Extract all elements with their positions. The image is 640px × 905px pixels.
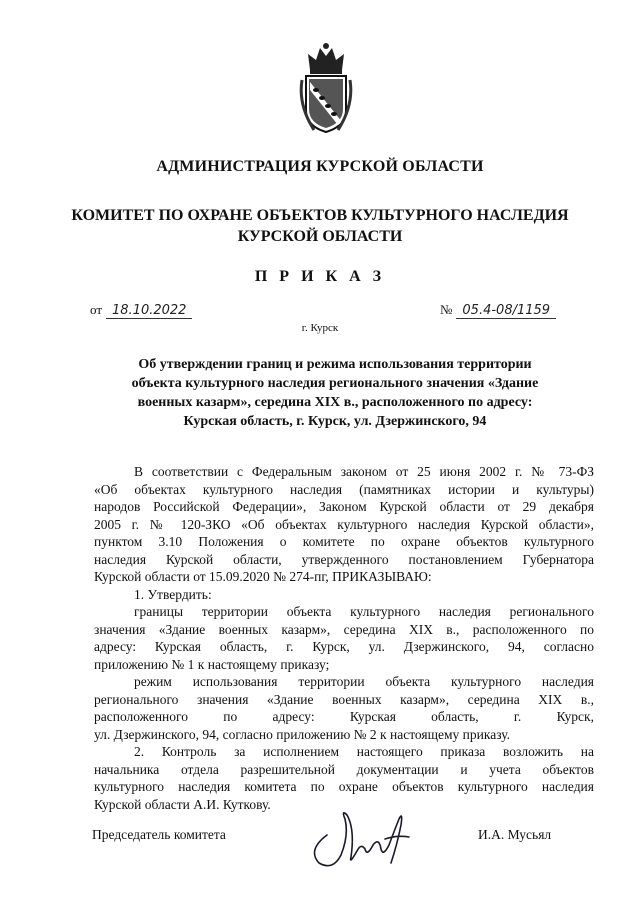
title-line: Об утверждении границ и режима использования территории — [138, 357, 532, 372]
title-line: Курская область, г. Курск, ул. Дзержинского, 94 — [183, 414, 487, 429]
body-line: границы территории объекта культурного наследия регионального — [134, 604, 594, 619]
committee-heading-line2: КУРСКОЙ ОБЛАСТИ — [237, 228, 403, 245]
body-line: В соответствии с Федеральным законом от 25 июня 2002 г. № 73-ФЗ — [134, 464, 594, 479]
body-line: приложению № 1 к настоящему приказу; — [94, 656, 330, 672]
order-date — [90, 302, 192, 318]
number-value: 05.4-08/1159 — [456, 303, 556, 319]
order-title — [90, 355, 580, 431]
body-line: наследия Курской области, утвержденного постановлением Губернатора — [94, 551, 594, 567]
city-label: г. Курск — [301, 322, 339, 334]
body-line: культурного наследия комитета по охране объектов культурного наследия — [94, 779, 594, 794]
order-number — [440, 302, 556, 318]
body-line: Курской области А.И. Куткову. — [94, 796, 271, 812]
date-value: 18.10.2022 — [106, 303, 192, 319]
body-line: 1. Утвердить: — [134, 586, 212, 602]
body-line: адресу: Курская область, г. Курск, ул. Дзержинского, 94, согласно — [94, 639, 594, 654]
title-line: объекта культурного наследия регионального значения «Здание — [131, 376, 539, 391]
body-line: «Об объектах культурного наследия (памятниках истории и культуры) — [94, 481, 594, 497]
committee-heading — [0, 205, 640, 247]
body-line: Курской области от 15.09.2020 № 274-пг, ПРИКАЗЫВАЮ: — [94, 569, 432, 584]
body-line: 2005 г. № 120-ЗКО «Об объектах культурного наследия Курской области», — [94, 516, 594, 532]
committee-heading-line1: КОМИТЕТ ПО ОХРАНЕ ОБЪЕКТОВ КУЛЬТУРНОГО НАСЛЕДИЯ — [71, 207, 569, 224]
order-body — [94, 463, 594, 813]
date-prefix: от — [90, 302, 103, 317]
signatory-name: И.А. Мусьял — [478, 827, 552, 842]
body-line: народов Российской Федерации», Законом Курской области от 29 декабря — [94, 499, 594, 514]
kursk-coat-of-arms-icon — [296, 40, 356, 135]
title-line: военных казарм», середина XIX в., расположенного по адресу: — [137, 395, 533, 410]
body-line: режим использования территории объекта культурного наследия — [134, 674, 594, 689]
body-line: ул. Дзержинского, 94, согласно приложению № 2 к настоящему приказу. — [94, 726, 511, 742]
body-line: 2. Контроль за исполнением настоящего приказа возложить на — [134, 744, 594, 759]
document-type: П Р И К А З — [254, 268, 386, 285]
body-line: регионального значения «Здание военных казарм», середина XIX в., — [94, 691, 594, 707]
body-line: расположенного по адресу: Курская область, г. Курск, — [94, 709, 594, 724]
body-line: пунктом 3.10 Положения о комитете по охране объектов культурного — [94, 534, 594, 549]
body-line: начальника отдела разрешительной документации и учета объектов — [94, 761, 594, 777]
handwritten-signature — [305, 805, 425, 875]
signatory-position: Председатель комитета — [92, 827, 226, 842]
body-line: значения «Здание военных казарм», середина XIX в., расположенного по — [94, 621, 594, 637]
number-prefix: № — [440, 302, 453, 317]
administration-heading: АДМИНИСТРАЦИЯ КУРСКОЙ ОБЛАСТИ — [156, 158, 484, 175]
